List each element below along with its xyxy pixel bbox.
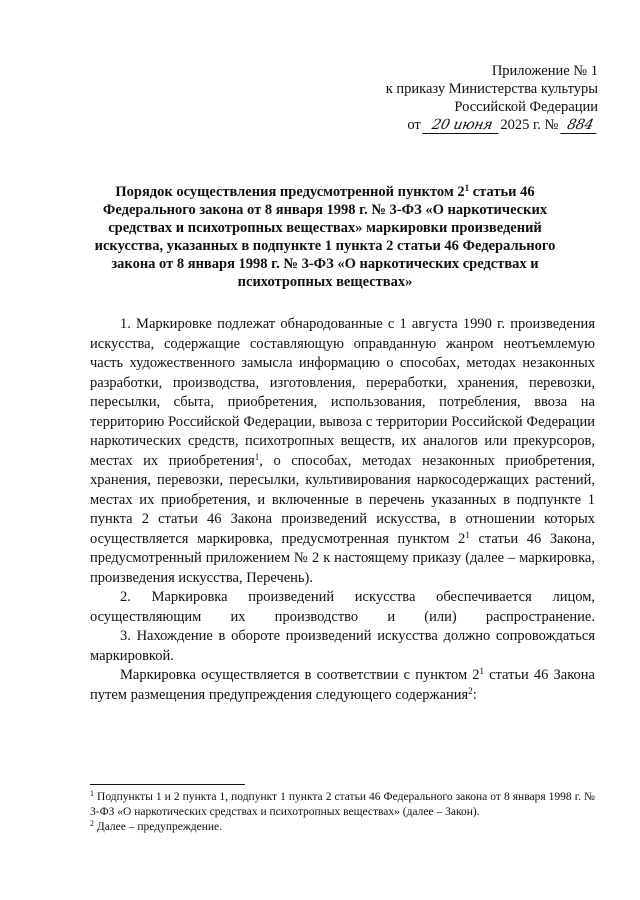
date-prefix: от xyxy=(407,117,421,133)
appendix-header xyxy=(386,62,598,134)
footnote-ref-1: 1 xyxy=(254,451,260,462)
footnote-1-text: Подпункты 1 и 2 пункта 1, подпункт 1 пункта 2 статьи 46 Федерального закона от 8 января 1998 г. № 3-ФЗ «О наркотических средствах и психотропных веществах» (далее – Закон). xyxy=(90,791,595,818)
point-2-1-superscript: 1 xyxy=(465,529,470,540)
footnote-1 xyxy=(90,790,595,820)
footnotes xyxy=(90,790,595,835)
footnote-ref-2: 2 xyxy=(468,685,473,696)
handwritten-order-number: 884 xyxy=(560,118,599,134)
point-2-1-superscript: 1 xyxy=(479,666,484,676)
paragraph-1-text-c: статьи 46 Закона, предусмотренный приложением № 2 к настоящему приказу (далее – маркировка, произведения искусства, Перечень). xyxy=(90,530,595,586)
paragraph-1 xyxy=(90,315,595,588)
appendix-order-reference: к приказу Министерства культуры xyxy=(385,81,598,97)
title-superscript: 1 xyxy=(464,183,470,193)
date-suffix: 2025 г. № xyxy=(500,117,559,133)
footnote-separator xyxy=(90,784,245,785)
handwritten-date: 20 июня xyxy=(423,118,502,134)
footnote-2 xyxy=(90,820,595,835)
paragraph-4-text-c: : xyxy=(472,686,477,703)
title-part1: Порядок осуществления предусмотренной пунктом 2 xyxy=(115,184,465,200)
paragraph-1-text-a: 1. Маркировке подлежат обнародованные с 1 августа 1990 г. произведения искусства, содержащие составляющую оправданную жанром неотъемлемую часть художественного замысла информацию о способах, методах незаконных разработки, производства, изготовления, переработки, хранения, перевозки, пересылки, сбыта, приобретения, использования, потребления, ввоза на территорию Российской Федерации, вывоза с территории Российской Федерации наркотических средств, психотропных веществ, их аналогов или прекурсоров, местах их приобретения xyxy=(90,316,595,469)
paragraph-4-text-b: статьи 46 Закона путем размещения предупреждения следующего содержания xyxy=(90,667,595,703)
paragraph-3: 3. Нахождение в обороте произведений искусства должно сопровождаться маркировкой. xyxy=(90,628,595,664)
order-date-line xyxy=(386,116,598,134)
appendix-ministry: Российской Федерации xyxy=(454,99,598,115)
document-body xyxy=(90,315,595,705)
paragraph-4-text-a: Маркировка осуществляется в соответствии с пунктом 2 xyxy=(120,667,480,683)
title-part2: статьи 46 Федерального закона от 8 января 1998 г. № 3-ФЗ «О наркотических средствах и психотропных веществах» маркировки произведений искусства, указанных в подпункте 1 пункта 2 статьи 46 Федерального закона от 8 января 1998 г. № 3-ФЗ «О наркотических средствах и психотропных веществах» xyxy=(94,184,556,290)
footnote-1-mark: 1 xyxy=(90,789,94,798)
footnote-2-text: Далее – предупреждение. xyxy=(94,821,223,833)
appendix-number: Приложение № 1 xyxy=(491,63,598,79)
document-title xyxy=(90,183,560,291)
paragraph-2: 2. Маркировка произведений искусства обеспечивается лицом, осуществляющим их производство и (или) распространение. xyxy=(90,589,595,625)
paragraph-4 xyxy=(90,666,595,705)
paragraph-1-text-b: , о способах, методах незаконных приобретения, хранения, перевозки, пересылки, культивирования наркосодержащих растений, местах их приобретения, и включенные в перечень указанных в подпункте 1 пункта 2 статьи 46 Закона произведений искусства, в отношении которых осуществляется маркировка, предусмотренная пунктом 2 xyxy=(90,452,595,547)
footnote-2-mark: 2 xyxy=(90,819,94,828)
